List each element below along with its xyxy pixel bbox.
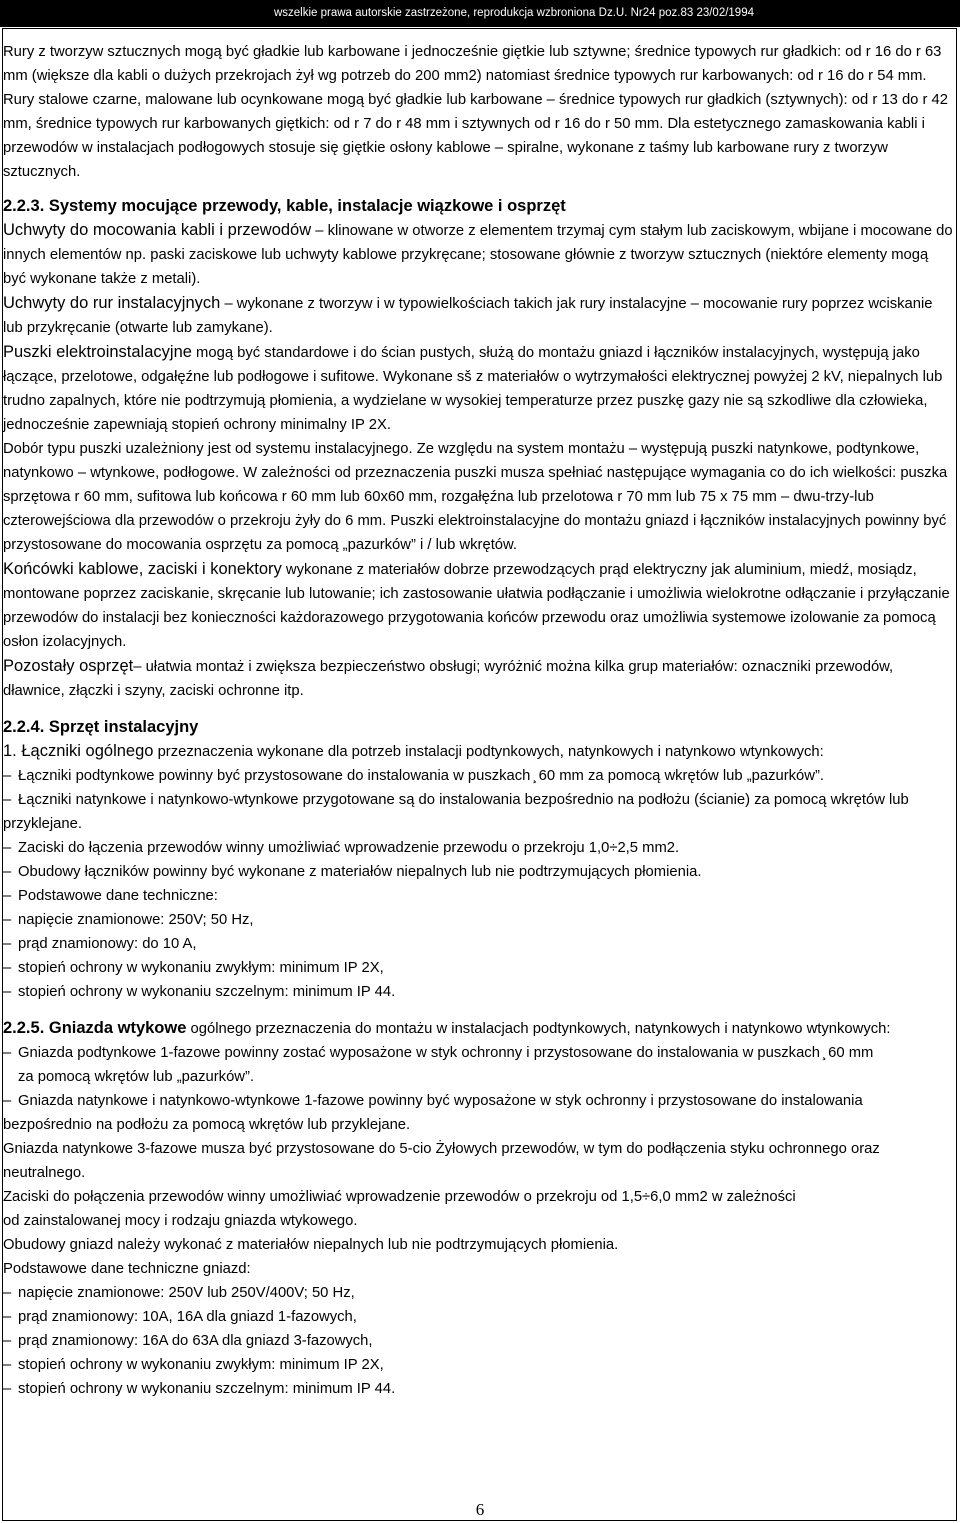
document-body: [3, 40, 953, 1401]
text-terminals: wykonane z materiałów dobrze przewodzących prąd elektryczny jak aluminium, miedź, mosiądz, montowane poprzez zaciskanie, skręcanie lub lutowanie; ich zastosowanie ułatwia podłączanie i umożliwia wielokrotne odłączanie i przyłączanie przewodów do instalacji bez konieczności każdorazowego przygotowania końców przewodu oraz umożliwia systemowe izolowanie za pomocą osłon izolacyjnych.: [3, 562, 950, 650]
list-item: – Łączniki podtynkowe powinny być przystosowane do instalowania w puszkach ̧ 60 mm za pomocą wkrętów lub „pazurków”.: [3, 768, 824, 784]
list-item: – stopień ochrony w wykonaniu szczelnym: minimum IP 44.: [3, 984, 396, 1000]
paragraph-pipe-holders: [3, 291, 953, 340]
text-boxes: mogą być standardowe i do ścian pustych, służą do montażu gniazd i łączników instalacyjnych, występują jako łączące, przelotowe, odgałęźne lub podłogowe i sufitowe. Wykonane sš z materiałów o wytrzymałości elektrycznej powyżej 2 kV, niepalnych lub trudno zapalnych, które nie podtrzymują płomienia, a wydzielane w wysokiej temperaturze przez puszkę gazy nie są szkodliwe dla człowieka, jednocześnie zapewniają stopień ochrony minimalny IP 2X.: [3, 345, 943, 433]
list-item: – stopień ochrony w wykonaniu szczelnym: minimum IP 44.: [3, 1381, 396, 1397]
paragraph-terminals: [3, 557, 953, 654]
list-item: – prąd znamionowy: do 10 A,: [3, 936, 197, 952]
term-terminals: Końcówki kablowe, zaciski i konektory: [3, 560, 282, 578]
list-item-continuation: za pomocą wkrętów lub „pazurków”.: [18, 1069, 255, 1085]
section-heading-2-2-4: 2.2.4. Sprzęt instalacyjny: [3, 718, 199, 736]
list-item: – Łączniki natynkowe i natynkowo-wtynkowe przygotowane są do instalowania bezpośrednio na podłożu (ścianie) za pomocą wkrętów lub przyklejane.: [3, 792, 909, 832]
paragraph-3phase-sockets: Gniazda natynkowe 3-fazowe musza być przystosowane do 5-cio Żyłowych przewodów, w tym do podłączenia styku ochronnego oraz neutralnego.: [3, 1141, 880, 1181]
paragraph-sockets-heading: [3, 1016, 953, 1041]
paragraph-clamps-cont: od zainstalowanej mocy i rodzaju gniazda wtykowego.: [3, 1213, 358, 1229]
copyright-text: wszelkie prawa autorskie zastrzeżone, reprodukcja wzbroniona Dz.U. Nr24 poz.83 23/02/1994: [273, 7, 754, 19]
list-item: – prąd znamionowy: 10A, 16A dla gniazd 1-fazowych,: [3, 1309, 357, 1325]
list-item: – napięcie znamionowe: 250V lub 250V/400V; 50 Hz,: [3, 1285, 355, 1301]
text-pipe-holders: – wykonane z tworzyw i w typowielkościach takich jak rury instalacyjne – mocowanie rury poprzez wciskanie lub przykręcanie (otwarte lub zamykane).: [3, 296, 933, 336]
list-item: – Gniazda podtynkowe 1-fazowe powinny zostać wyposażone w styk ochronny i przystosowane do instalowania w puszkach ̧ 60 mm: [3, 1045, 874, 1061]
section-heading-2-2-3: 2.2.3. Systemy mocujące przewody, kable, instalacje wiązkowe i osprzęt: [3, 197, 566, 215]
paragraph-boxes: [3, 340, 953, 437]
paragraph-switches-intro: [3, 739, 953, 764]
switches-list: [3, 764, 953, 1004]
term-pipe-holders: Uchwyty do rur instalacyjnych: [3, 294, 221, 312]
list-item: – stopień ochrony w wykonaniu zwykłym: minimum IP 2X,: [3, 960, 384, 976]
list-item: – prąd znamionowy: 16A do 63A dla gniazd 3-fazowych,: [3, 1333, 373, 1349]
text-other-fittings: – ułatwia montaż i zwiększa bezpieczeństwo obsługi; wyróżnić można kilka grup materiałów: oznaczniki przewodów, dławnice, złączki i szyny, zaciski ochronne itp.: [3, 659, 894, 699]
term-boxes: Puszki elektroinstalacyjne: [3, 343, 192, 361]
copyright-header: [0, 0, 960, 27]
term-cable-holders: Uchwyty do mocowania kabli i przewodów: [3, 221, 312, 239]
paragraph-cable-holders: [3, 218, 953, 291]
paragraph-box-selection: Dobór typu puszki uzależniony jest od systemu instalacyjnego. Ze względu na system montażu – występują puszki natynkowe, podtynkowe, natynkowo – wtynkowe, podłogowe. W zależności od przeznaczenia puszki musza spełniać następujące wymagania co do ich wielkości: puszka sprzętowa r 60 mm, sufitowa lub końcowa r 60 mm lub 60x60 mm, rozgałęźna lub przelotowa r 70 mm lub 75 x 75 mm – dwu-trzy-lub czterowejściowa dla przewodów o przekroju żyły do 6 mm. Puszki elektroinstalacyjne do montażu gniazd i łączników instalacyjnych powinny być przystosowane do mocowania osprzętu za pomocą „pazurków” i / lub wkrętów.: [3, 441, 948, 553]
paragraph-clamps: Zaciski do połączenia przewodów winny umożliwiać wprowadzenie przewodów o przekroju od 1,5÷6,0 mm2 w zależności: [3, 1189, 796, 1205]
text-cable-holders: – klinowane w otworze z elementem trzymaj cym stałym lub zaciskowym, wbijane i mocowane do innych elementów np. paski zaciskowe lub uchwyty kablowe przykręcane; stosowane głównie z tworzyw sztucznych (niektóre elementy mogą być wykonane także z metali).: [3, 223, 953, 287]
text-switches-intro: przeznaczenia wykonane dla potrzeb instalacji podtynkowych, natynkowych i natynkowo wtynkowych:: [153, 744, 824, 760]
term-switches: 1. Łączniki ogólnego: [3, 742, 154, 760]
section-heading-2-2-5: 2.2.5. Gniazda wtykowe: [3, 1019, 187, 1037]
paragraph-tech-data: Podstawowe dane techniczne gniazd:: [3, 1261, 251, 1277]
list-item: – Obudowy łączników powinny być wykonane z materiałów niepalnych lub nie podtrzymujących płomienia.: [3, 864, 702, 880]
term-other-fittings: Pozostały osprzęt: [3, 657, 134, 675]
paragraph-plastic-pipes: Rury z tworzyw sztucznych mogą być gładkie lub karbowane i jednocześnie giętkie lub sztywne; średnice typowych rur gładkich: od r 16 do r 63 mm (większe dla kabli o dużych przekrojach żył wg potrzeb do 200 mm2) natomiast średnice typowych rur karbowanych: od r 16 do r 54 mm.: [3, 44, 942, 84]
sockets-tech-list: [3, 1281, 953, 1401]
text-sockets-heading: ogólnego przeznaczenia do montażu w instalacjach podtynkowych, natynkowych i natynkowo wtynkowych:: [186, 1021, 891, 1037]
list-item: – Podstawowe dane techniczne:: [3, 888, 218, 904]
paragraph-housings: Obudowy gniazd należy wykonać z materiałów niepalnych lub nie podtrzymujących płomienia.: [3, 1237, 619, 1253]
page-number: 6: [475, 1500, 485, 1519]
list-item: – Zaciski do łączenia przewodów winny umożliwiać wprowadzenie przewodu o przekroju 1,0÷2,5 mm2.: [3, 840, 680, 856]
list-item: – Gniazda natynkowe i natynkowo-wtynkowe 1-fazowe powinny być wyposażone w styk ochronny i przystosowane do instalowania bezpośrednio na podłożu za pomocą wkrętów lub przyklejane.: [3, 1093, 863, 1133]
list-item: – napięcie znamionowe: 250V; 50 Hz,: [3, 912, 254, 928]
paragraph-other-fittings: [3, 654, 953, 703]
paragraph-steel-pipes: Rury stalowe czarne, malowane lub ocynkowane mogą być gładkie lub karbowane – średnice typowych rur gładkich (sztywnych): od r 13 do r 42 mm, średnice typowych rur karbowanych giętkich: od r 7 do r 48 mm i sztywnych od r 16 do r 50 mm. Dla estetycznego zamaskowania kabli i przewodów w instalacjach podłogowych stosuje się giętkie osłony kablowe – spiralne, wykonane z taśmy lub karbowane rury z tworzyw sztucznych.: [3, 92, 949, 180]
list-item: – stopień ochrony w wykonaniu zwykłym: minimum IP 2X,: [3, 1357, 384, 1373]
